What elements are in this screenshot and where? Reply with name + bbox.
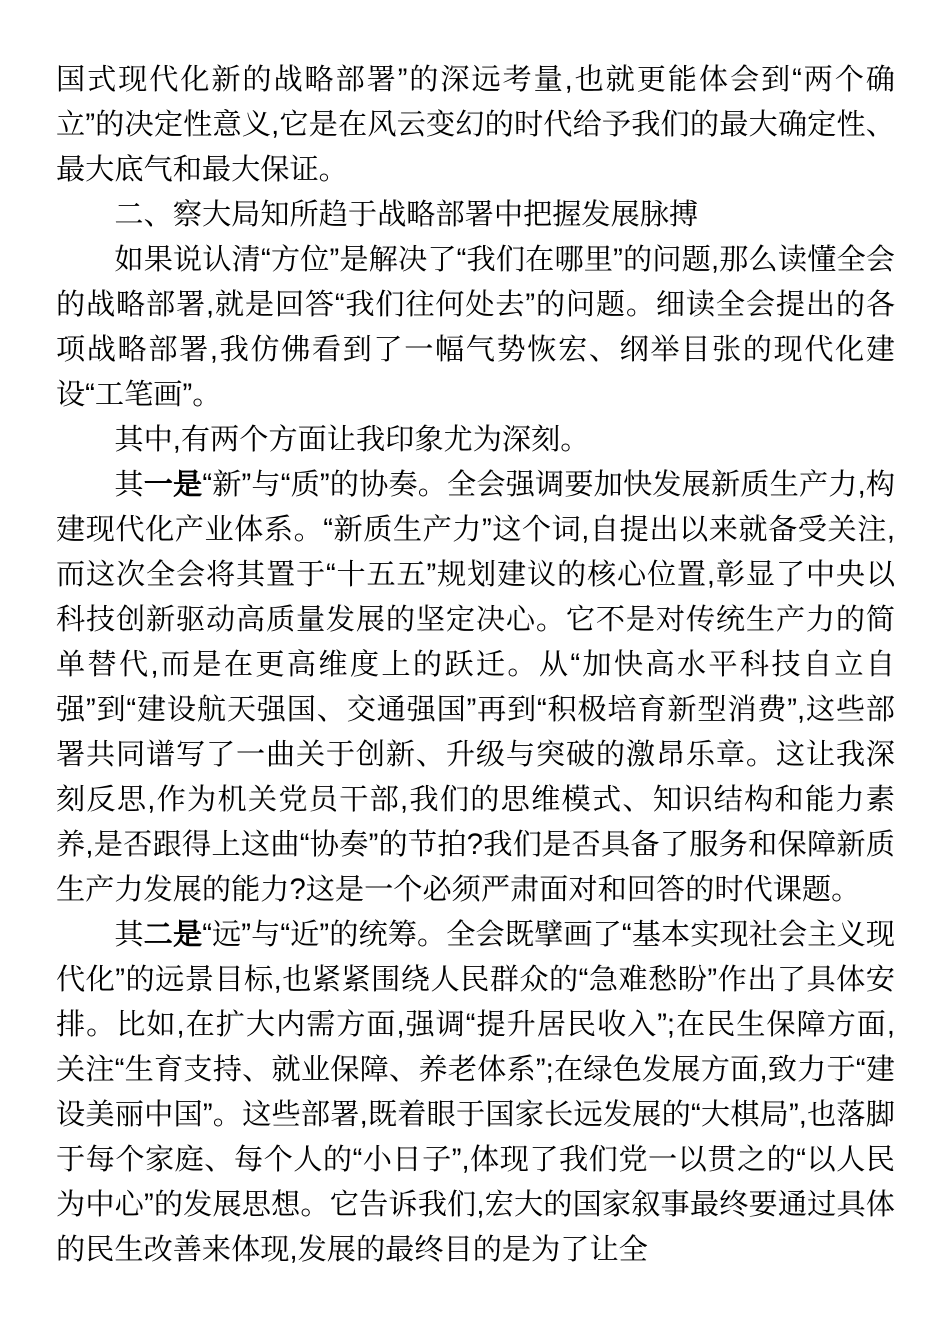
aspect-one-lead-bold: 一是 [143, 469, 203, 501]
aspect-one-lead-normal: 其 [114, 469, 144, 501]
paragraph-aspect-one-new-and-quality [56, 463, 895, 913]
paragraph-continuation-opening: 国式现代化新的战略部署”的深远考量,也就更能体会到“两个确立”的决定性意义,它是在风云变幻的时代给予我们的最大确定性、最大底气和最大保证。 [56, 64, 895, 186]
document-body [56, 58, 895, 1273]
aspect-one-body: “新”与“质”的协奏。全会强调要加快发展新质生产力,构建现代化产业体系。“新质生产力”这个词,自提出以来就备受关注,而这次全会将其置于“十五五”规划建议的核心位置,彰显了中央以科技创新驱动高质量发展的坚定决心。它不是对传统生产力的简单替代,而是在更高维度上的跃迁。从“加快高水平科技自立自强”到“建设航天强国、交通强国”再到“积极培育新型消费”,这些部署共同谱写了一曲关于创新、升级与突破的激昂乐章。这让我深刻反思,作为机关党员干部,我们的思维模式、知识结构和能力素养,是否跟得上这曲“协奏”的节拍?我们是否具备了服务和保障新质生产力发展的能力?这是一个必须严肃面对和回答的时代课题。 [56, 469, 896, 906]
section-heading-two: 二、察大局知所趋于战略部署中把握发展脉搏 [114, 199, 699, 231]
paragraph-aspect-two-far-and-near [56, 913, 895, 1273]
aspect-two-lead-bold: 二是 [143, 919, 203, 951]
paragraph-two-aspects-intro: 其中,有两个方面让我印象尤为深刻。 [114, 424, 590, 456]
aspect-two-lead-normal: 其 [114, 919, 144, 951]
paragraph-orientation-and-deployment: 如果说认清“方位”是解决了“我们在哪里”的问题,那么读懂全会的战略部署,就是回答“我们往何处去”的问题。细读全会提出的各项战略部署,我仿佛看到了一幅气势恢宏、纲举目张的现代化建设“工笔画”。 [56, 244, 895, 411]
aspect-two-body: “远”与“近”的统筹。全会既擘画了“基本实现社会主义现代化”的远景目标,也紧紧围绕人民群众的“急难愁盼”作出了具体安排。比如,在扩大内需方面,强调“提升居民收入”;在民生保障方面,关注“生育支持、就业保障、养老体系”;在绿色发展方面,致力于“建设美丽中国”。这些部署,既着眼于国家长远发展的“大棋局”,也落脚于每个家庭、每个人的“小日子”,体现了我们党一以贯之的“以人民为中心”的发展思想。它告诉我们,宏大的国家叙事最终要通过具体的民生改善来体现,发展的最终目的是为了让全 [56, 919, 896, 1266]
